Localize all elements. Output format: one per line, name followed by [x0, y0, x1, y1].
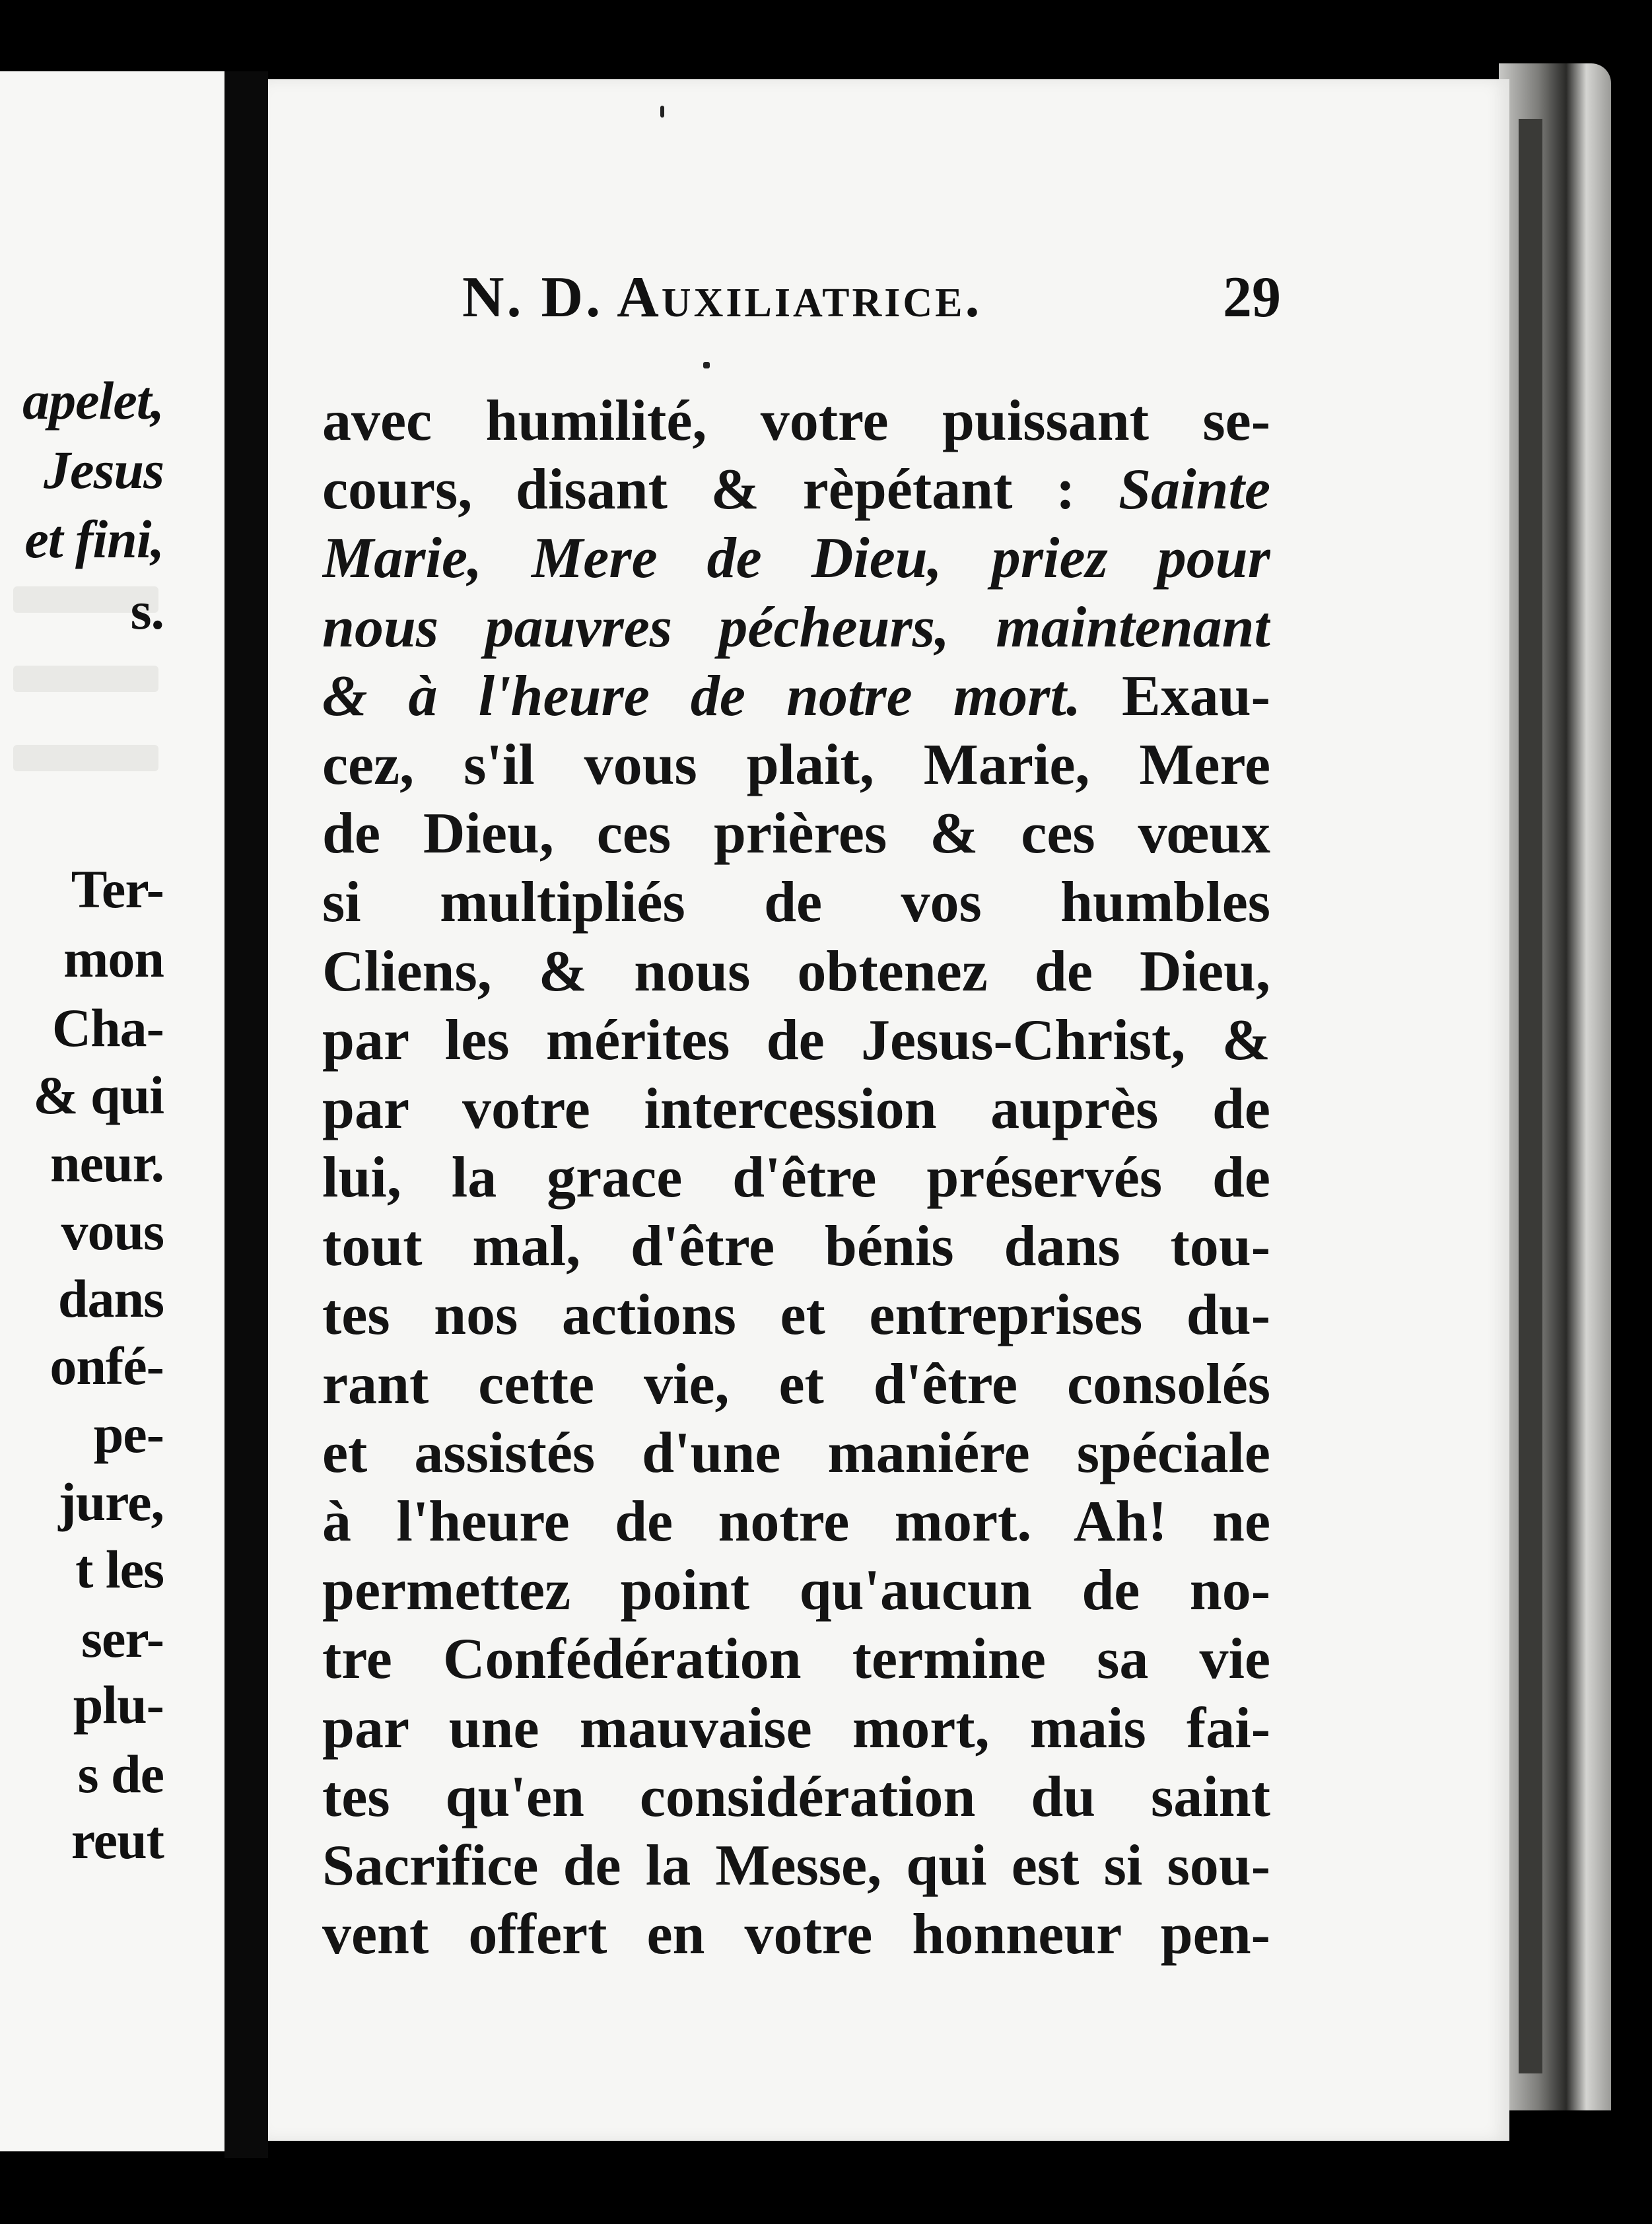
page-number: 29	[1223, 265, 1281, 330]
text-line	[322, 1075, 1270, 1144]
text-line	[322, 1419, 1270, 1488]
text-segment: de Dieu, ces prières & ces vœux	[322, 802, 1270, 866]
text-segment: cez, s'il vous plait, Marie, Mere	[322, 732, 1270, 797]
facing-page-fragment: vous	[61, 1201, 164, 1261]
print-speck	[703, 362, 710, 368]
bleed-through-mark	[13, 745, 158, 771]
facing-page-fragment: Cha-	[52, 998, 164, 1058]
facing-page-fragment: Ter-	[71, 859, 164, 919]
text-line	[322, 1832, 1270, 1900]
text-segment: lui, la grace d'être préservés de	[322, 1146, 1270, 1210]
text-line	[322, 868, 1270, 937]
text-segment: Cliens, & nous obtenez de Dieu,	[322, 939, 1270, 1004]
text-line	[322, 1694, 1270, 1763]
text-segment: Marie, Mere de Dieu, priez pour	[322, 526, 1270, 591]
text-segment: cours, disant & rèpétant :	[322, 458, 1119, 522]
facing-page-fragment: apelet,	[22, 370, 164, 431]
facing-page-fragment: s.	[130, 580, 164, 641]
text-segment: par les mérites de Jesus-Christ, &	[322, 1008, 1270, 1072]
text-line	[322, 387, 1270, 456]
text-line	[322, 1350, 1270, 1419]
text-segment: tes qu'en considération du saint	[322, 1764, 1270, 1829]
facing-page-fragment: t les	[75, 1539, 164, 1599]
text-line	[322, 1900, 1270, 1969]
text-line	[322, 1212, 1270, 1281]
facing-page-fragment: s de	[77, 1744, 164, 1804]
text-line	[322, 1144, 1270, 1212]
text-line	[322, 524, 1270, 593]
text-line	[322, 594, 1270, 662]
text-segment: tre Confédération termine sa vie	[322, 1627, 1270, 1692]
text-line	[322, 1488, 1270, 1556]
facing-page-fragment: mon	[63, 928, 164, 989]
text-line	[322, 800, 1270, 868]
text-segment: tes nos actions et entreprises du-	[322, 1283, 1270, 1348]
facing-page-fragment: plu-	[73, 1675, 164, 1735]
facing-page-fragment: reut	[71, 1810, 164, 1870]
bleed-through-mark	[13, 666, 158, 692]
text-segment: & à l'heure de notre mort.	[322, 664, 1081, 728]
text-segment: vent offert en votre honneur pen-	[322, 1902, 1270, 1967]
print-speck	[660, 106, 664, 118]
text-line	[322, 456, 1270, 524]
text-line	[322, 731, 1270, 800]
text-line	[322, 1625, 1270, 1694]
running-title: N. D. Auxiliatrice.	[462, 265, 982, 330]
text-segment: par votre intercession auprès de	[322, 1076, 1270, 1141]
body-text	[322, 387, 1270, 1969]
facing-page-fragment: Jesus	[44, 440, 164, 500]
text-segment: si multipliés de vos humbles	[322, 870, 1270, 935]
facing-page-fragment: ser-	[81, 1609, 164, 1669]
running-header	[462, 264, 1281, 337]
text-line	[322, 1556, 1270, 1625]
text-line	[322, 1763, 1270, 1832]
facing-page-fragment: dans	[57, 1268, 164, 1329]
text-segment: Sainte	[1119, 458, 1270, 522]
text-segment: par une mauvaise mort, mais fai-	[322, 1696, 1270, 1760]
text-segment: nous pauvres pécheurs, maintenant	[322, 595, 1270, 660]
text-segment: à l'heure de notre mort. Ah! ne	[322, 1490, 1270, 1554]
facing-page-fragment: onfé-	[50, 1336, 164, 1396]
page-gutter	[224, 71, 268, 2158]
text-line	[322, 662, 1270, 731]
text-segment: Exau-	[1080, 664, 1270, 728]
page-edge-shadow	[1519, 119, 1542, 2073]
text-line	[322, 1006, 1270, 1075]
text-segment: rant cette vie, et d'être consolés	[322, 1352, 1270, 1416]
facing-page-fragment: neur.	[50, 1133, 164, 1193]
left-page	[0, 71, 228, 2151]
facing-page-fragment: pe-	[93, 1404, 164, 1464]
text-segment: et assistés d'une maniére spéciale	[322, 1420, 1270, 1485]
text-segment: avec humilité, votre puissant se-	[322, 389, 1270, 453]
facing-page-fragment: jure,	[58, 1472, 164, 1532]
text-segment: permettez point qu'aucun de no-	[322, 1558, 1270, 1623]
facing-page-fragment: & qui	[33, 1065, 164, 1125]
page-edge-stack	[1499, 63, 1611, 2110]
text-segment: tout mal, d'être bénis dans tou-	[322, 1214, 1270, 1279]
facing-page-fragment: et fini,	[24, 509, 164, 569]
text-segment: Sacrifice de la Messe, qui est si sou-	[322, 1833, 1270, 1898]
text-line	[322, 938, 1270, 1006]
text-line	[322, 1281, 1270, 1350]
